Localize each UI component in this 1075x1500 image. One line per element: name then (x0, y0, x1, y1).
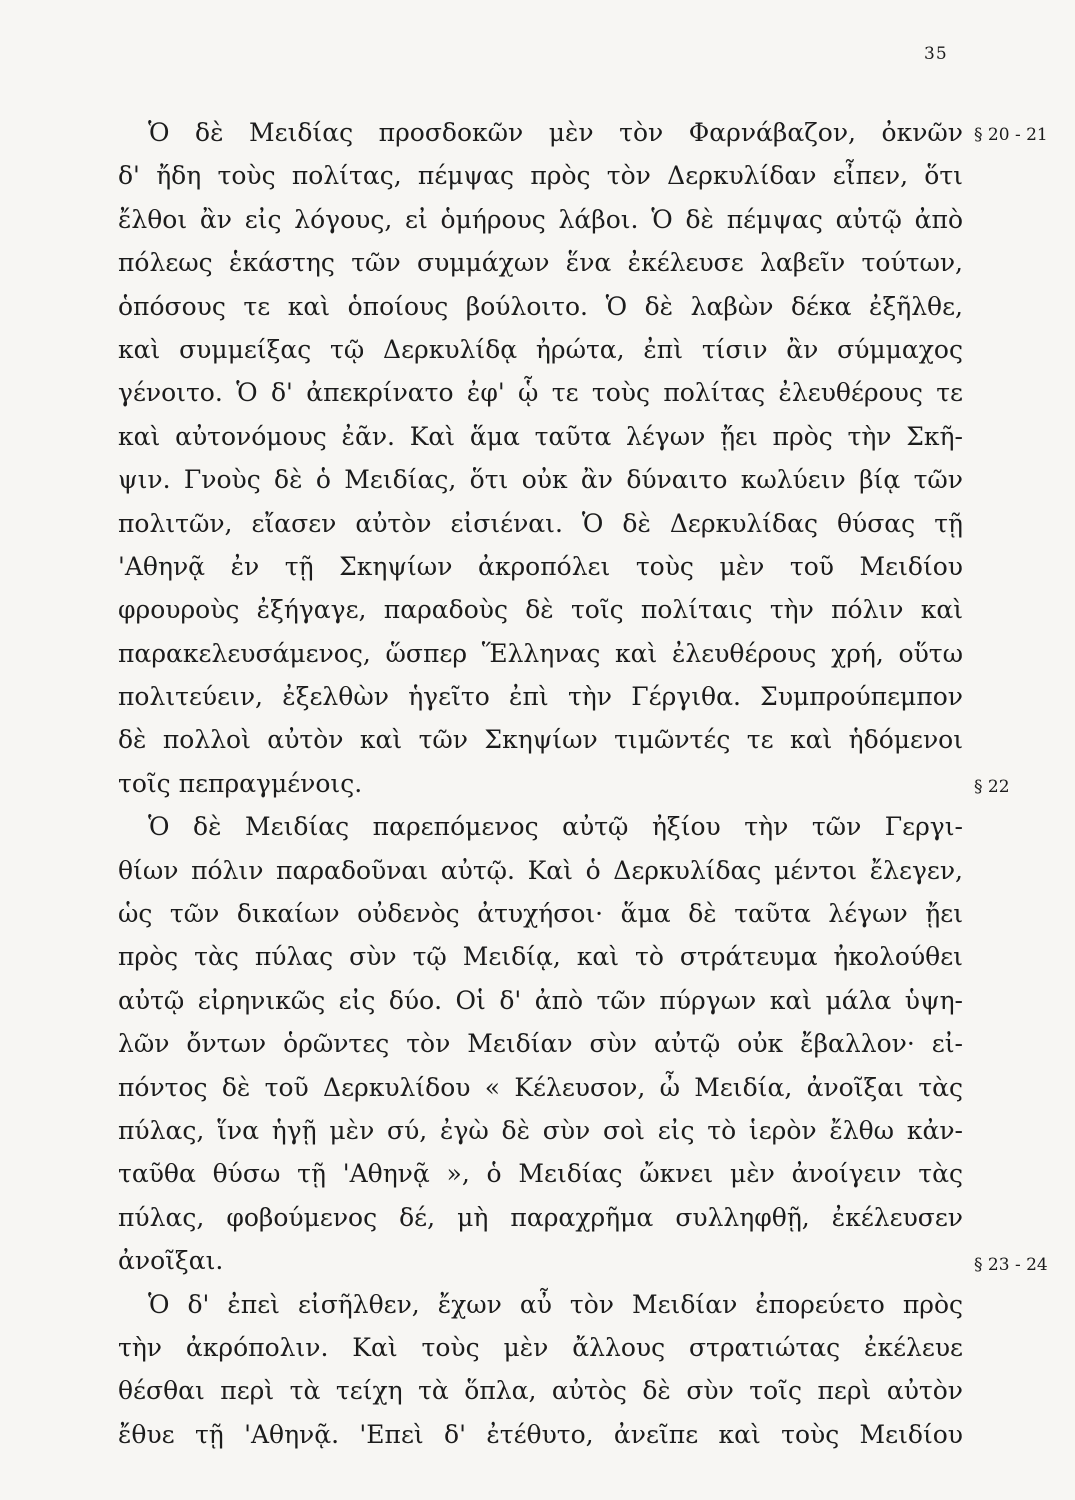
text-line: τοῖς πεπραγμένοις. (118, 768, 363, 798)
text-line: φρουροὺς ἐξήγαγε, παραδοὺς δὲ τοῖς πολίταις τὴν πόλιν καὶ (118, 595, 963, 625)
text-line: αὐτῷ εἰρηνικῶς εἰς δύο. Οἱ δ' ἀπὸ τῶν πύργων καὶ μάλα ὑψη- (118, 985, 963, 1015)
section-ref-20-21: § 20 - 21 (974, 125, 1048, 145)
text-line: δὲ πολλοὶ αὐτὸν καὶ τῶν Σκηψίων τιμῶντές τε καὶ ἡδόμενοι (118, 725, 963, 755)
text-line: ταῦθα θύσω τῇ 'Αθηνᾷ », ὁ Μειδίας ὤκνει μὲν ἀνοίγειν τὰς (118, 1159, 963, 1189)
section-ref-23-24: § 23 - 24 (974, 1255, 1048, 1275)
text-line: θέσθαι περὶ τὰ τείχη τὰ ὅπλα, αὐτὸς δὲ σὺν τοῖς περὶ αὐτὸν (118, 1376, 963, 1406)
text-line: Ὁ δ' ἐπεὶ εἰσῆλθεν, ἔχων αὖ τὸν Μειδίαν ἐπορεύετο πρὸς (148, 1289, 963, 1319)
text-line: πολιτεύειν, ἐξελθὼν ἡγεῖτο ἐπὶ τὴν Γέργιθα. Συμπρούπεμπον (118, 682, 963, 712)
text-line: ὁπόσους τε καὶ ὁποίους βούλοιτο. Ὁ δὲ λαβὼν δέκα ἐξῆλθε, (118, 291, 963, 321)
text-line: 'Αθηνᾷ ἐν τῇ Σκηψίων ἀκροπόλει τοὺς μὲν τοῦ Μειδίου (118, 551, 963, 581)
text-line: πύλας, ἵνα ἡγῇ μὲν σύ, ἐγὼ δὲ σὺν σοὶ εἰς τὸ ἱερὸν ἔλθω κἀν- (118, 1115, 963, 1145)
text-line: ἀνοῖξαι. (118, 1246, 224, 1276)
text-line: πρὸς τὰς πύλας σὺν τῷ Μειδίᾳ, καὶ τὸ στράτευμα ἠκολούθει (118, 942, 963, 972)
main-text (118, 111, 963, 1456)
text-line: λῶν ὄντων ὁρῶντες τὸν Μειδίαν σὺν αὐτῷ οὐκ ἔβαλλον· εἰ- (118, 1029, 963, 1059)
text-line: πολιτῶν, εἴασεν αὐτὸν εἰσιέναι. Ὁ δὲ Δερκυλίδας θύσας τῇ (118, 508, 963, 538)
text-line: πόλεως ἑκάστης τῶν συμμάχων ἕνα ἐκέλευσε λαβεῖν τούτων, (118, 248, 963, 278)
text-line: πύλας, φοβούμενος δέ, μὴ παραχρῆμα συλληφθῇ, ἐκέλευσεν (118, 1202, 963, 1232)
text-line: ἔθυε τῇ 'Αθηνᾷ. 'Επεὶ δ' ἐτέθυτο, ἀνεῖπε καὶ τοὺς Μειδίου (118, 1419, 963, 1449)
text-line: ἔλθοι ἂν εἰς λόγους, εἰ ὁμήρους λάβοι. Ὁ δὲ πέμψας αὐτῷ ἀπὸ (118, 204, 963, 234)
text-line: πόντος δὲ τοῦ Δερκυλίδου « Κέλευσον, ὦ Μειδία, ἀνοῖξαι τὰς (118, 1072, 963, 1102)
page-number: 35 (924, 44, 948, 64)
text-line: Ὁ δὲ Μειδίας παρεπόμενος αὐτῷ ἠξίου τὴν τῶν Γεργι- (148, 812, 963, 842)
text-line: Ὁ δὲ Μειδίας προσδοκῶν μὲν τὸν Φαρνάβαζον, ὀκνῶν (148, 118, 963, 147)
text-line: γένοιτο. Ὁ δ' ἀπεκρίνατο ἐφ' ᾧ τε τοὺς πολίτας ἐλευθέρους τε (118, 378, 963, 408)
text-line: καὶ αὐτονόμους ἐᾶν. Καὶ ἅμα ταῦτα λέγων ᾔει πρὸς τὴν Σκῆ- (118, 421, 963, 451)
text-line: θίων πόλιν παραδοῦναι αὐτῷ. Καὶ ὁ Δερκυλίδας μέντοι ἔλεγεν, (118, 855, 963, 885)
text-line: παρακελευσάμενος, ὥσπερ Ἕλληνας καὶ ἐλευθέρους χρή, οὕτω (118, 638, 963, 668)
section-ref-22: § 22 (974, 777, 1010, 797)
text-line: τὴν ἀκρόπολιν. Καὶ τοὺς μὲν ἄλλους στρατιώτας ἐκέλευε (118, 1332, 963, 1362)
text-line: ὡς τῶν δικαίων οὐδενὸς ἀτυχήσοι· ἅμα δὲ ταῦτα λέγων ᾔει (118, 899, 963, 929)
text-line: καὶ συμμείξας τῷ Δερκυλίδᾳ ἠρώτα, ἐπὶ τίσιν ἂν σύμμαχος (118, 334, 963, 364)
text-line: δ' ἤδη τοὺς πολίτας, πέμψας πρὸς τὸν Δερκυλίδαν εἶπεν, ὅτι (118, 161, 963, 191)
text-line: ψιν. Γνοὺς δὲ ὁ Μειδίας, ὅτι οὐκ ἂν δύναιτο κωλύειν βίᾳ τῶν (118, 465, 963, 495)
